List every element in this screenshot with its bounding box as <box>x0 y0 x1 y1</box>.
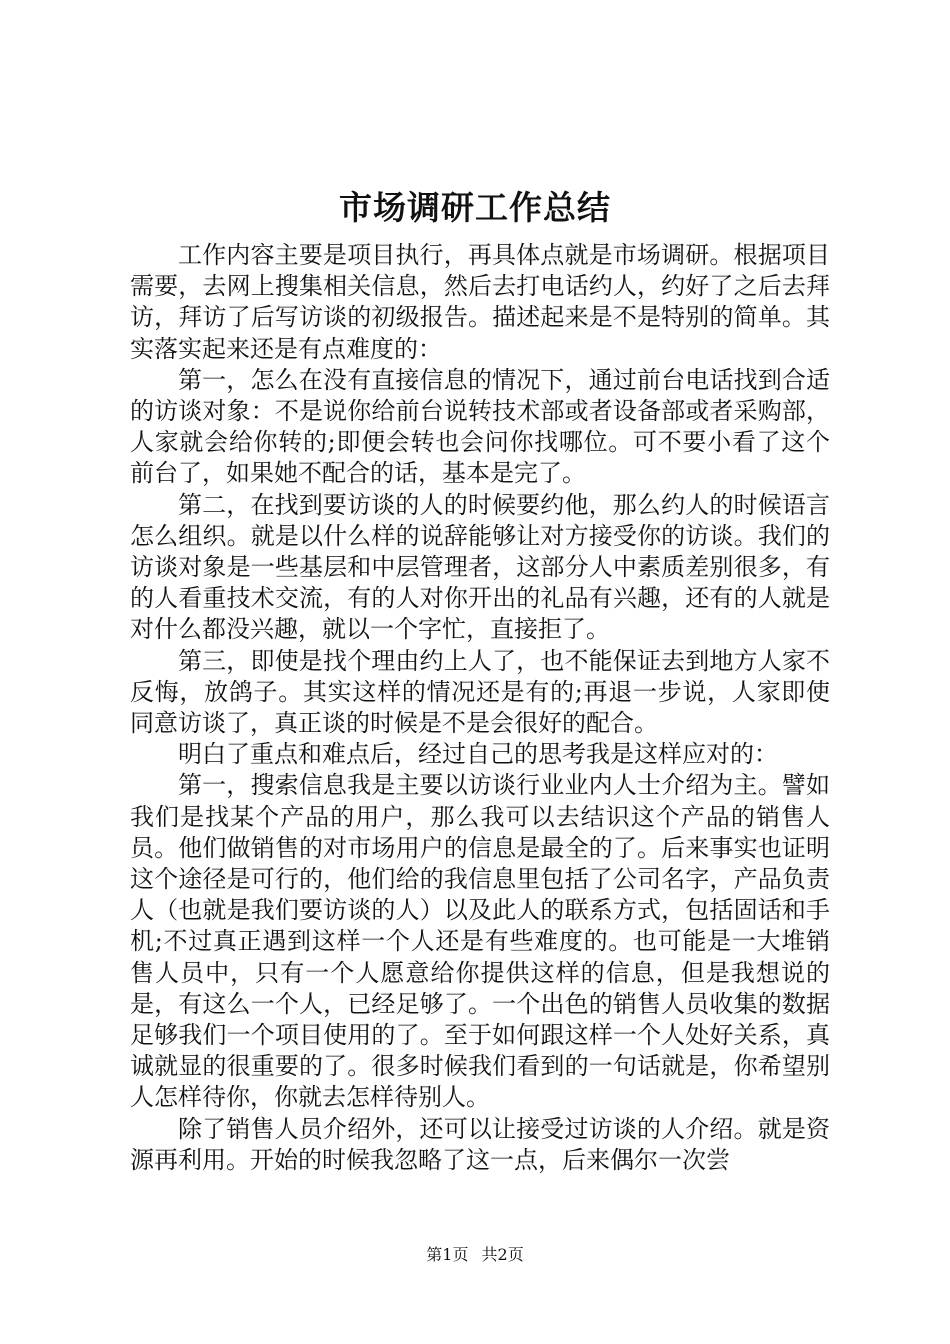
paragraph: 第一，搜索信息我是主要以访谈行业业内人士介绍为主。譬如我们是找某个产品的用户，那么我可以去结识这个产品的销售人员。他们做销售的对市场用户的信息是最全的了。后来事实也证明这个途径是可行的，他们给的我信息里包括了公司名字，产品负责人（也就是我们要访谈的人）以及此人的联系方式，包括固话和手机;不过真正遇到这样一个人还是有些难度的。也可能是一大堆销售人员中，只有一个人愿意给你提供这样的信息，但是我想说的是，有这么一个人，已经足够了。一个出色的销售人员收集的数据足够我们一个项目使用的了。至于如何跟这样一个人处好关系，真诚就显的很重要的了。很多时候我们看到的一句话就是，你希望别人怎样待你，你就去怎样待别人。 <box>130 771 830 1112</box>
page-number: 第1页 <box>426 1245 469 1264</box>
document-body <box>130 240 830 1176</box>
page-total: 共2页 <box>481 1245 524 1264</box>
paragraph: 第一，怎么在没有直接信息的情况下，通过前台电话找到合适的访谈对象：不是说你给前台说转技术部或者设备部或者采购部，人家就会给你转的;即便会转也会问你找哪位。可不要小看了这个前台了，如果她不配合的话，基本是完了。 <box>130 365 830 488</box>
paragraph: 明白了重点和难点后，经过自己的思考我是这样应对的： <box>178 740 778 769</box>
paragraph: 第二，在找到要访谈的人的时候要约他，那么约人的时候语言怎么组织。就是以什么样的说辞能够让对方接受你的访谈。我们的访谈对象是一些基层和中层管理者，这部分人中素质差别很多，有的人看重技术交流，有的人对你开出的礼品有兴趣，还有的人就是对什么都没兴趣，就以一个字忙，直接拒了。 <box>130 490 830 644</box>
paragraph: 除了销售人员介绍外，还可以让接受过访谈的人介绍。就是资源再利用。开始的时候我忽略了这一点，后来偶尔一次尝 <box>130 1114 830 1174</box>
paragraph: 工作内容主要是项目执行，再具体点就是市场调研。根据项目需要，去网上搜集相关信息，然后去打电话约人，约好了之后去拜访，拜访了后写访谈的初级报告。描述起来是不是特别的简单。其实落实起来还是有点难度的： <box>130 241 830 363</box>
paragraph: 第三，即使是找个理由约上人了，也不能保证去到地方人家不反悔，放鸽子。其实这样的情况还是有的;再退一步说，人家即使同意访谈了，真正谈的时候是不是会很好的配合。 <box>130 646 830 738</box>
page-footer <box>0 1245 950 1265</box>
page-title: 市场调研工作总结 <box>339 188 611 227</box>
